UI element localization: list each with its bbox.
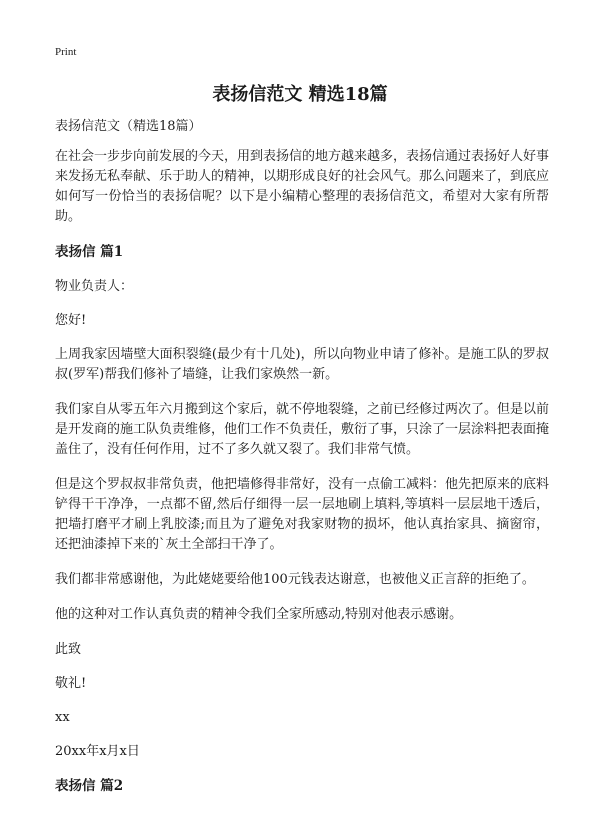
letter-paragraph: 但是这个罗叔叔非常负责，他把墙修得非常好，没有一点偷工减料：他先把原来的底料铲得干干净净，一点都不留,然后仔细得一层一层地刷上填料,等填料一层层地干透后，把墙打磨平才刷上乳胶漆;而且为了避免对我家财物的损坏，他认真抬家具、摘窗帘，还把油漆掉下来的`灰土全部扫干净了。	[55, 477, 550, 552]
section-heading-2: 表扬信 篇2	[55, 778, 124, 794]
letter-salutation: 物业负责人：	[55, 279, 134, 294]
letter-signature: xx	[55, 710, 70, 725]
letter-closing: 此致	[55, 642, 82, 657]
document-subtitle: 表扬信范文（精选18篇）	[55, 119, 202, 134]
letter-paragraph: 上周我家因墙壁大面积裂缝(最少有十几处)，所以向物业申请了修补。是施工队的罗叔叔(罗军)帮我们修补了墙缝，让我们家焕然一新。	[55, 347, 549, 382]
document-title: 表扬信范文 精选18篇	[212, 84, 388, 105]
letter-regards: 敬礼!	[55, 676, 87, 691]
letter-paragraph: 我们家自从零五年六月搬到这个家后，就不停地裂缝，之前已经修过两次了。但是以前是开发商的施工队负责维修，他们工作不负责任，敷衍了事，只涂了一层涂料把表面掩盖住了，没有任何作用，过不了多久就又裂了。我们非常气愤。	[55, 402, 550, 457]
document-body	[55, 117, 549, 811]
letter-greeting: 您好!	[55, 313, 87, 328]
print-label[interactable]: Print	[55, 46, 77, 58]
letter-date: 20xx年x月x日	[55, 744, 140, 759]
letter-paragraph: 我们都非常感谢他，为此姥姥要给他100元钱表达谢意，也被他义正言辞的拒绝了。	[55, 572, 535, 587]
section-heading-1: 表扬信 篇1	[55, 244, 124, 260]
letter-paragraph: 他的这种对工作认真负责的精神令我们全家所感动,特别对他表示感谢。	[55, 607, 463, 622]
intro-paragraph: 在社会一步步向前发展的今天，用到表扬信的地方越来越多，表扬信通过表扬好人好事来发扬无私奉献、乐于助人的精神，以期形成良好的社会风气。那么问题来了，到底应如何写一份恰当的表扬信呢？以下是小编精心整理的表扬信范文，希望对大家有所帮助。	[55, 149, 550, 224]
